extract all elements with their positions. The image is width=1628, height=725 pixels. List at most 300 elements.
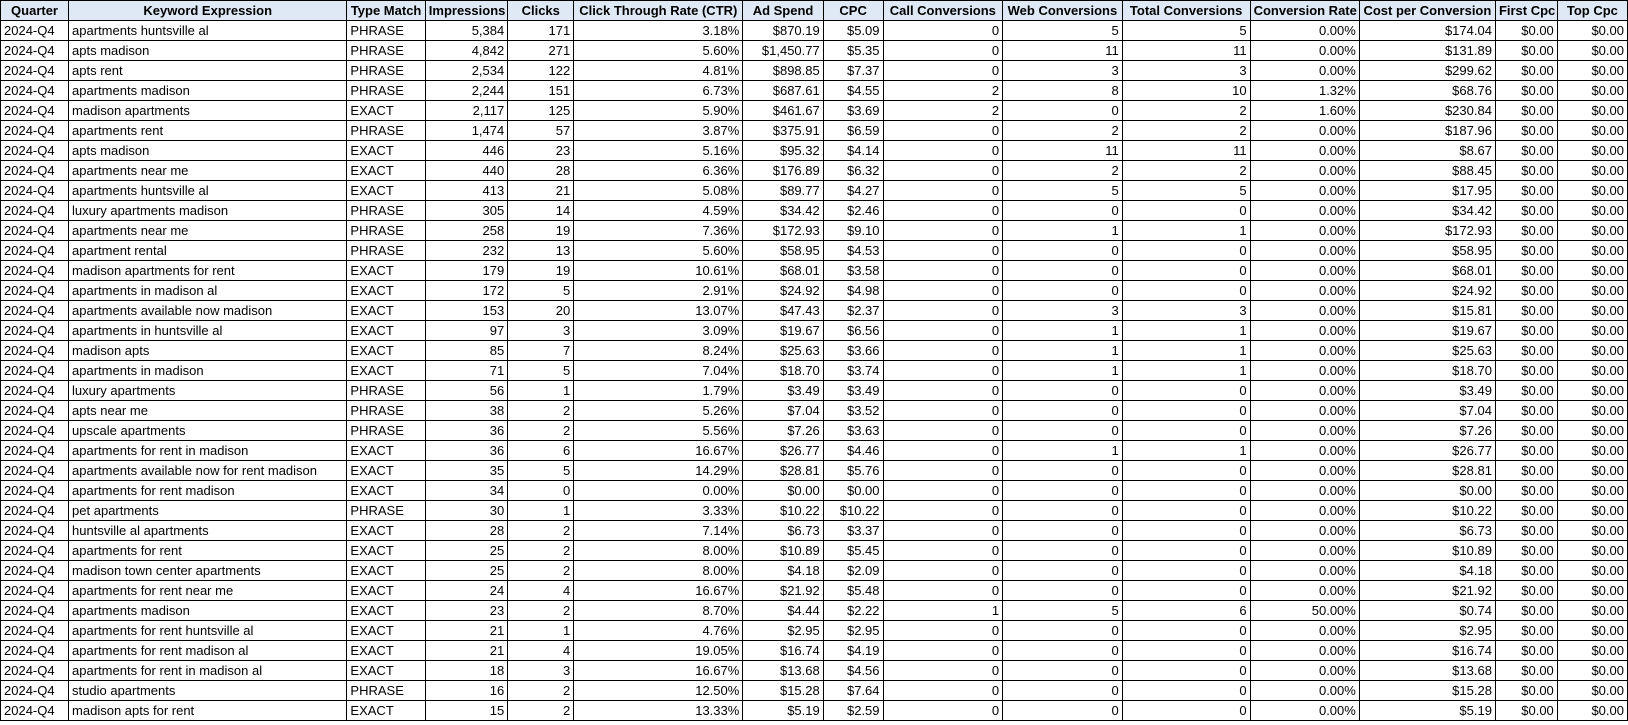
table-cell[interactable]: $3.49 [743,381,823,401]
table-row[interactable] [1,381,1628,401]
table-cell[interactable]: 21 [425,621,507,641]
table-cell[interactable]: 97 [425,321,507,341]
table-row[interactable] [1,301,1628,321]
table-cell[interactable]: $0.00 [1495,281,1557,301]
table-cell[interactable]: 34 [425,481,507,501]
header-cell[interactable]: Top Cpc [1557,1,1627,21]
table-cell[interactable]: $0.00 [1557,601,1627,621]
table-cell[interactable]: upscale apartments [69,421,347,441]
table-cell[interactable]: 1.79% [574,381,743,401]
table-cell[interactable]: 0.00% [1250,201,1359,221]
table-cell[interactable]: 0 [883,441,1003,461]
table-cell[interactable]: PHRASE [347,421,425,441]
table-cell[interactable]: $0.00 [1557,661,1627,681]
table-cell[interactable]: 232 [425,241,507,261]
table-cell[interactable]: 23 [508,141,574,161]
table-cell[interactable]: EXACT [347,141,425,161]
table-cell[interactable]: $2.95 [1359,621,1495,641]
table-cell[interactable]: PHRASE [347,221,425,241]
table-cell[interactable]: 0.00% [1250,161,1359,181]
table-cell[interactable]: $34.42 [1359,201,1495,221]
table-cell[interactable]: $0.00 [1557,41,1627,61]
table-row[interactable] [1,101,1628,121]
table-cell[interactable]: pet apartments [69,501,347,521]
table-cell[interactable]: $230.84 [1359,101,1495,121]
table-cell[interactable]: 0.00% [1250,621,1359,641]
table-cell[interactable]: PHRASE [347,201,425,221]
table-cell[interactable]: apartments for rent [69,541,347,561]
table-cell[interactable]: 0 [883,41,1003,61]
table-cell[interactable]: $0.00 [1557,101,1627,121]
table-cell[interactable]: 10.61% [574,261,743,281]
header-cell[interactable]: Keyword Expression [69,1,347,21]
table-cell[interactable]: 0 [883,701,1003,721]
table-cell[interactable]: $0.00 [1557,681,1627,701]
table-cell[interactable]: 16.67% [574,581,743,601]
table-cell[interactable]: 4 [508,641,574,661]
table-cell[interactable]: 0 [883,301,1003,321]
table-cell[interactable]: $15.28 [743,681,823,701]
table-cell[interactable]: $0.00 [1557,281,1627,301]
table-cell[interactable]: $68.76 [1359,81,1495,101]
table-cell[interactable]: 0 [883,21,1003,41]
table-cell[interactable]: EXACT [347,461,425,481]
table-cell[interactable]: 0.00% [1250,441,1359,461]
table-cell[interactable]: 13.33% [574,701,743,721]
table-cell[interactable]: apts near me [69,401,347,421]
table-cell[interactable]: $0.00 [1495,161,1557,181]
table-cell[interactable]: 5.60% [574,41,743,61]
table-cell[interactable]: 0 [1003,581,1123,601]
table-cell[interactable]: $0.00 [1495,641,1557,661]
table-cell[interactable]: 5 [508,461,574,481]
table-cell[interactable]: 2 [508,521,574,541]
table-cell[interactable]: 23 [425,601,507,621]
table-cell[interactable]: 1 [508,501,574,521]
table-cell[interactable]: 3 [1003,301,1123,321]
table-cell[interactable]: 2 [508,401,574,421]
table-row[interactable] [1,41,1628,61]
table-cell[interactable]: EXACT [347,261,425,281]
table-cell[interactable]: $687.61 [743,81,823,101]
table-cell[interactable]: 0.00% [1250,381,1359,401]
table-cell[interactable]: $0.00 [1495,381,1557,401]
table-cell[interactable]: $0.00 [1495,701,1557,721]
table-cell[interactable]: 0 [1003,621,1123,641]
table-cell[interactable]: EXACT [347,101,425,121]
table-cell[interactable]: $0.00 [1557,381,1627,401]
table-cell[interactable]: EXACT [347,281,425,301]
table-cell[interactable]: 0.00% [1250,61,1359,81]
table-cell[interactable]: 5.56% [574,421,743,441]
table-cell[interactable]: 0 [1122,521,1250,541]
table-cell[interactable]: 2024-Q4 [1,121,69,141]
table-cell[interactable]: $15.81 [1359,301,1495,321]
table-row[interactable] [1,221,1628,241]
table-cell[interactable]: 2024-Q4 [1,301,69,321]
table-cell[interactable]: 0 [1003,261,1123,281]
table-cell[interactable]: 1 [1122,341,1250,361]
table-cell[interactable]: 0 [1122,281,1250,301]
table-cell[interactable]: 2024-Q4 [1,281,69,301]
table-cell[interactable]: 1 [508,381,574,401]
table-cell[interactable]: madison apartments [69,101,347,121]
table-cell[interactable]: 21 [425,641,507,661]
table-cell[interactable]: $0.00 [1495,201,1557,221]
table-cell[interactable]: PHRASE [347,241,425,261]
table-row[interactable] [1,341,1628,361]
table-cell[interactable]: EXACT [347,321,425,341]
header-cell[interactable]: Conversion Rate [1250,1,1359,21]
table-cell[interactable]: 21 [508,181,574,201]
table-cell[interactable]: $19.67 [1359,321,1495,341]
table-cell[interactable]: PHRASE [347,381,425,401]
table-cell[interactable]: 35 [425,461,507,481]
table-cell[interactable]: $3.58 [823,261,883,281]
table-cell[interactable]: 1.60% [1250,101,1359,121]
table-cell[interactable]: $16.74 [1359,641,1495,661]
table-cell[interactable]: 2 [1122,101,1250,121]
table-cell[interactable]: $375.91 [743,121,823,141]
table-cell[interactable]: 5,384 [425,21,507,41]
table-cell[interactable]: 6 [508,441,574,461]
table-cell[interactable]: 5 [508,281,574,301]
table-cell[interactable]: EXACT [347,161,425,181]
table-cell[interactable]: 7 [508,341,574,361]
table-cell[interactable]: apartments huntsville al [69,181,347,201]
table-cell[interactable]: 2024-Q4 [1,321,69,341]
header-cell[interactable]: Type Match [347,1,425,21]
table-cell[interactable]: 440 [425,161,507,181]
table-cell[interactable]: $2.95 [743,621,823,641]
table-cell[interactable]: $3.49 [1359,381,1495,401]
table-cell[interactable]: $10.22 [823,501,883,521]
table-cell[interactable]: 0 [883,61,1003,81]
header-cell[interactable]: Quarter [1,1,69,21]
table-cell[interactable]: 2024-Q4 [1,461,69,481]
table-cell[interactable]: 0 [1122,481,1250,501]
table-cell[interactable]: $0.00 [1557,441,1627,461]
table-cell[interactable]: 12.50% [574,681,743,701]
table-cell[interactable]: $5.09 [823,21,883,41]
table-cell[interactable]: 3.18% [574,21,743,41]
header-cell[interactable]: Ad Spend [743,1,823,21]
table-cell[interactable]: 2024-Q4 [1,41,69,61]
table-cell[interactable]: $88.45 [1359,161,1495,181]
table-cell[interactable]: 0 [883,381,1003,401]
table-cell[interactable]: 2024-Q4 [1,421,69,441]
header-cell[interactable]: Total Conversions [1122,1,1250,21]
table-cell[interactable]: $0.00 [1557,301,1627,321]
table-cell[interactable]: apartments for rent madison [69,481,347,501]
table-cell[interactable]: 1 [508,621,574,641]
table-cell[interactable]: 28 [425,521,507,541]
table-cell[interactable]: 0 [1003,501,1123,521]
table-cell[interactable]: 4.59% [574,201,743,221]
table-cell[interactable]: $0.00 [1495,301,1557,321]
table-cell[interactable]: 5 [1122,181,1250,201]
table-cell[interactable]: $28.81 [743,461,823,481]
table-cell[interactable]: $0.00 [1495,181,1557,201]
table-cell[interactable]: $5.19 [1359,701,1495,721]
table-cell[interactable]: 0 [1122,561,1250,581]
table-cell[interactable]: 0 [1003,481,1123,501]
table-row[interactable] [1,421,1628,441]
table-cell[interactable]: 2 [1003,121,1123,141]
table-row[interactable] [1,181,1628,201]
table-cell[interactable]: apartments for rent in madison [69,441,347,461]
table-cell[interactable]: 2024-Q4 [1,61,69,81]
table-cell[interactable]: 0 [1003,241,1123,261]
table-cell[interactable]: $58.95 [1359,241,1495,261]
table-cell[interactable]: $7.64 [823,681,883,701]
table-cell[interactable]: 0 [1122,261,1250,281]
table-cell[interactable]: 0 [883,641,1003,661]
table-cell[interactable]: 2024-Q4 [1,541,69,561]
table-row[interactable] [1,561,1628,581]
table-cell[interactable]: $0.00 [1557,621,1627,641]
table-cell[interactable]: 0 [1003,201,1123,221]
table-cell[interactable]: 14.29% [574,461,743,481]
table-cell[interactable]: $172.93 [1359,221,1495,241]
table-cell[interactable]: 0 [1003,101,1123,121]
table-cell[interactable]: $58.95 [743,241,823,261]
table-cell[interactable]: 0 [1122,701,1250,721]
table-cell[interactable]: 0 [883,621,1003,641]
table-row[interactable] [1,281,1628,301]
table-cell[interactable]: 0 [883,581,1003,601]
table-cell[interactable]: 0 [883,521,1003,541]
table-cell[interactable]: 5 [1003,601,1123,621]
table-cell[interactable]: $0.00 [1557,401,1627,421]
table-cell[interactable]: $2.59 [823,701,883,721]
table-cell[interactable]: 0 [883,501,1003,521]
table-cell[interactable]: 3 [508,321,574,341]
table-cell[interactable]: PHRASE [347,41,425,61]
table-cell[interactable]: 0 [1003,661,1123,681]
table-row[interactable] [1,521,1628,541]
table-row[interactable] [1,361,1628,381]
table-cell[interactable]: $4.19 [823,641,883,661]
table-cell[interactable]: 271 [508,41,574,61]
table-cell[interactable]: $7.04 [1359,401,1495,421]
table-cell[interactable]: $0.00 [1495,541,1557,561]
table-cell[interactable]: $21.92 [1359,581,1495,601]
table-cell[interactable]: 8.00% [574,541,743,561]
table-cell[interactable]: $898.85 [743,61,823,81]
table-cell[interactable]: $174.04 [1359,21,1495,41]
table-cell[interactable]: EXACT [347,441,425,461]
table-cell[interactable]: 0 [1003,681,1123,701]
table-cell[interactable]: 0 [1003,521,1123,541]
table-cell[interactable]: 0.00% [1250,401,1359,421]
table-cell[interactable]: apartments in madison [69,361,347,381]
table-cell[interactable]: 0 [1003,381,1123,401]
table-cell[interactable]: 0.00% [1250,361,1359,381]
table-cell[interactable]: apartments near me [69,161,347,181]
table-cell[interactable]: 0 [883,421,1003,441]
table-cell[interactable]: EXACT [347,641,425,661]
table-cell[interactable]: $0.00 [1495,321,1557,341]
table-cell[interactable]: 85 [425,341,507,361]
table-cell[interactable]: $0.00 [1495,21,1557,41]
table-row[interactable] [1,661,1628,681]
table-cell[interactable]: 0.00% [1250,641,1359,661]
table-cell[interactable]: 11 [1122,141,1250,161]
table-cell[interactable]: $0.00 [1557,341,1627,361]
table-cell[interactable]: 0.00% [1250,681,1359,701]
table-cell[interactable]: $34.42 [743,201,823,221]
table-cell[interactable]: 19 [508,261,574,281]
table-cell[interactable]: 151 [508,81,574,101]
table-cell[interactable]: 0 [883,461,1003,481]
table-cell[interactable]: 0 [883,141,1003,161]
table-cell[interactable]: 0 [1003,401,1123,421]
table-cell[interactable]: 3 [1003,61,1123,81]
table-cell[interactable]: 71 [425,361,507,381]
table-cell[interactable]: 2024-Q4 [1,361,69,381]
table-row[interactable] [1,201,1628,221]
table-cell[interactable]: 7.14% [574,521,743,541]
header-cell[interactable]: Cost per Conversion [1359,1,1495,21]
table-cell[interactable]: $172.93 [743,221,823,241]
table-cell[interactable]: 0.00% [1250,581,1359,601]
table-cell[interactable]: 5.60% [574,241,743,261]
table-cell[interactable]: 2024-Q4 [1,141,69,161]
table-cell[interactable]: apartments madison [69,81,347,101]
table-cell[interactable]: 5 [1003,21,1123,41]
table-cell[interactable]: $24.92 [1359,281,1495,301]
table-cell[interactable]: EXACT [347,581,425,601]
table-cell[interactable]: $2.95 [823,621,883,641]
table-cell[interactable]: 3 [1122,301,1250,321]
table-cell[interactable]: 1 [1003,341,1123,361]
table-cell[interactable]: $21.92 [743,581,823,601]
table-cell[interactable]: $0.00 [1557,541,1627,561]
table-cell[interactable]: huntsville al apartments [69,521,347,541]
table-cell[interactable]: EXACT [347,361,425,381]
table-cell[interactable]: apartments huntsville al [69,21,347,41]
table-row[interactable] [1,241,1628,261]
table-row[interactable] [1,621,1628,641]
table-cell[interactable]: 2024-Q4 [1,441,69,461]
table-cell[interactable]: 2,117 [425,101,507,121]
table-cell[interactable]: 1 [1122,441,1250,461]
table-cell[interactable]: $0.00 [1495,661,1557,681]
table-cell[interactable]: 8.70% [574,601,743,621]
table-cell[interactable]: 5 [508,361,574,381]
table-cell[interactable]: $0.00 [1495,41,1557,61]
table-cell[interactable]: $0.00 [1495,141,1557,161]
table-cell[interactable]: $17.95 [1359,181,1495,201]
table-cell[interactable]: $8.67 [1359,141,1495,161]
table-cell[interactable]: 2024-Q4 [1,341,69,361]
table-row[interactable] [1,681,1628,701]
table-row[interactable] [1,161,1628,181]
table-cell[interactable]: $3.66 [823,341,883,361]
header-cell[interactable]: Click Through Rate (CTR) [574,1,743,21]
table-cell[interactable]: 5 [1122,21,1250,41]
table-cell[interactable]: PHRASE [347,401,425,421]
table-cell[interactable]: 0.00% [1250,481,1359,501]
table-cell[interactable]: $25.63 [743,341,823,361]
table-cell[interactable]: $0.00 [1495,81,1557,101]
table-cell[interactable]: 2024-Q4 [1,241,69,261]
table-cell[interactable]: $0.00 [1557,261,1627,281]
table-cell[interactable]: 5.08% [574,181,743,201]
table-cell[interactable]: 0.00% [1250,521,1359,541]
table-cell[interactable]: $0.00 [1557,641,1627,661]
table-cell[interactable]: 2024-Q4 [1,681,69,701]
table-cell[interactable]: $24.92 [743,281,823,301]
table-cell[interactable]: madison town center apartments [69,561,347,581]
table-cell[interactable]: 0.00% [1250,321,1359,341]
table-cell[interactable]: apartments in huntsville al [69,321,347,341]
table-cell[interactable]: $15.28 [1359,681,1495,701]
table-cell[interactable]: 5.90% [574,101,743,121]
table-row[interactable] [1,641,1628,661]
table-cell[interactable]: 2024-Q4 [1,621,69,641]
table-cell[interactable]: studio apartments [69,681,347,701]
table-cell[interactable]: $3.63 [823,421,883,441]
table-cell[interactable]: PHRASE [347,681,425,701]
table-cell[interactable]: $0.00 [1495,261,1557,281]
table-cell[interactable]: $4.27 [823,181,883,201]
table-cell[interactable]: apartments near me [69,221,347,241]
table-cell[interactable]: $4.14 [823,141,883,161]
table-cell[interactable]: 2024-Q4 [1,661,69,681]
table-row[interactable] [1,261,1628,281]
table-cell[interactable]: 8.24% [574,341,743,361]
table-cell[interactable]: $0.00 [1557,141,1627,161]
table-cell[interactable]: apartments for rent in madison al [69,661,347,681]
table-cell[interactable]: $3.52 [823,401,883,421]
table-cell[interactable]: 2024-Q4 [1,401,69,421]
table-cell[interactable]: $7.26 [1359,421,1495,441]
table-cell[interactable]: 0 [883,661,1003,681]
table-cell[interactable]: 1,474 [425,121,507,141]
table-cell[interactable]: $4.44 [743,601,823,621]
table-cell[interactable]: 2024-Q4 [1,601,69,621]
table-cell[interactable]: $2.46 [823,201,883,221]
table-cell[interactable]: 2024-Q4 [1,561,69,581]
table-cell[interactable]: 36 [425,421,507,441]
table-cell[interactable]: $26.77 [1359,441,1495,461]
table-cell[interactable]: $89.77 [743,181,823,201]
table-cell[interactable]: 2 [508,421,574,441]
table-cell[interactable]: 13 [508,241,574,261]
table-cell[interactable]: 0 [883,681,1003,701]
table-cell[interactable]: 2 [508,561,574,581]
table-cell[interactable]: 5.26% [574,401,743,421]
table-cell[interactable]: 2024-Q4 [1,501,69,521]
table-cell[interactable]: apartments madison [69,601,347,621]
table-cell[interactable]: 14 [508,201,574,221]
table-cell[interactable]: $0.00 [1495,621,1557,641]
table-cell[interactable]: $0.00 [1557,521,1627,541]
table-cell[interactable]: $0.00 [1557,21,1627,41]
table-cell[interactable]: 5 [1003,181,1123,201]
table-cell[interactable]: 1 [1122,321,1250,341]
table-cell[interactable]: 172 [425,281,507,301]
table-cell[interactable]: $16.74 [743,641,823,661]
table-cell[interactable]: $25.63 [1359,341,1495,361]
table-cell[interactable]: 2 [1122,161,1250,181]
table-cell[interactable]: $3.74 [823,361,883,381]
table-cell[interactable]: 0.00% [1250,421,1359,441]
table-cell[interactable]: $9.10 [823,221,883,241]
table-cell[interactable]: PHRASE [347,61,425,81]
